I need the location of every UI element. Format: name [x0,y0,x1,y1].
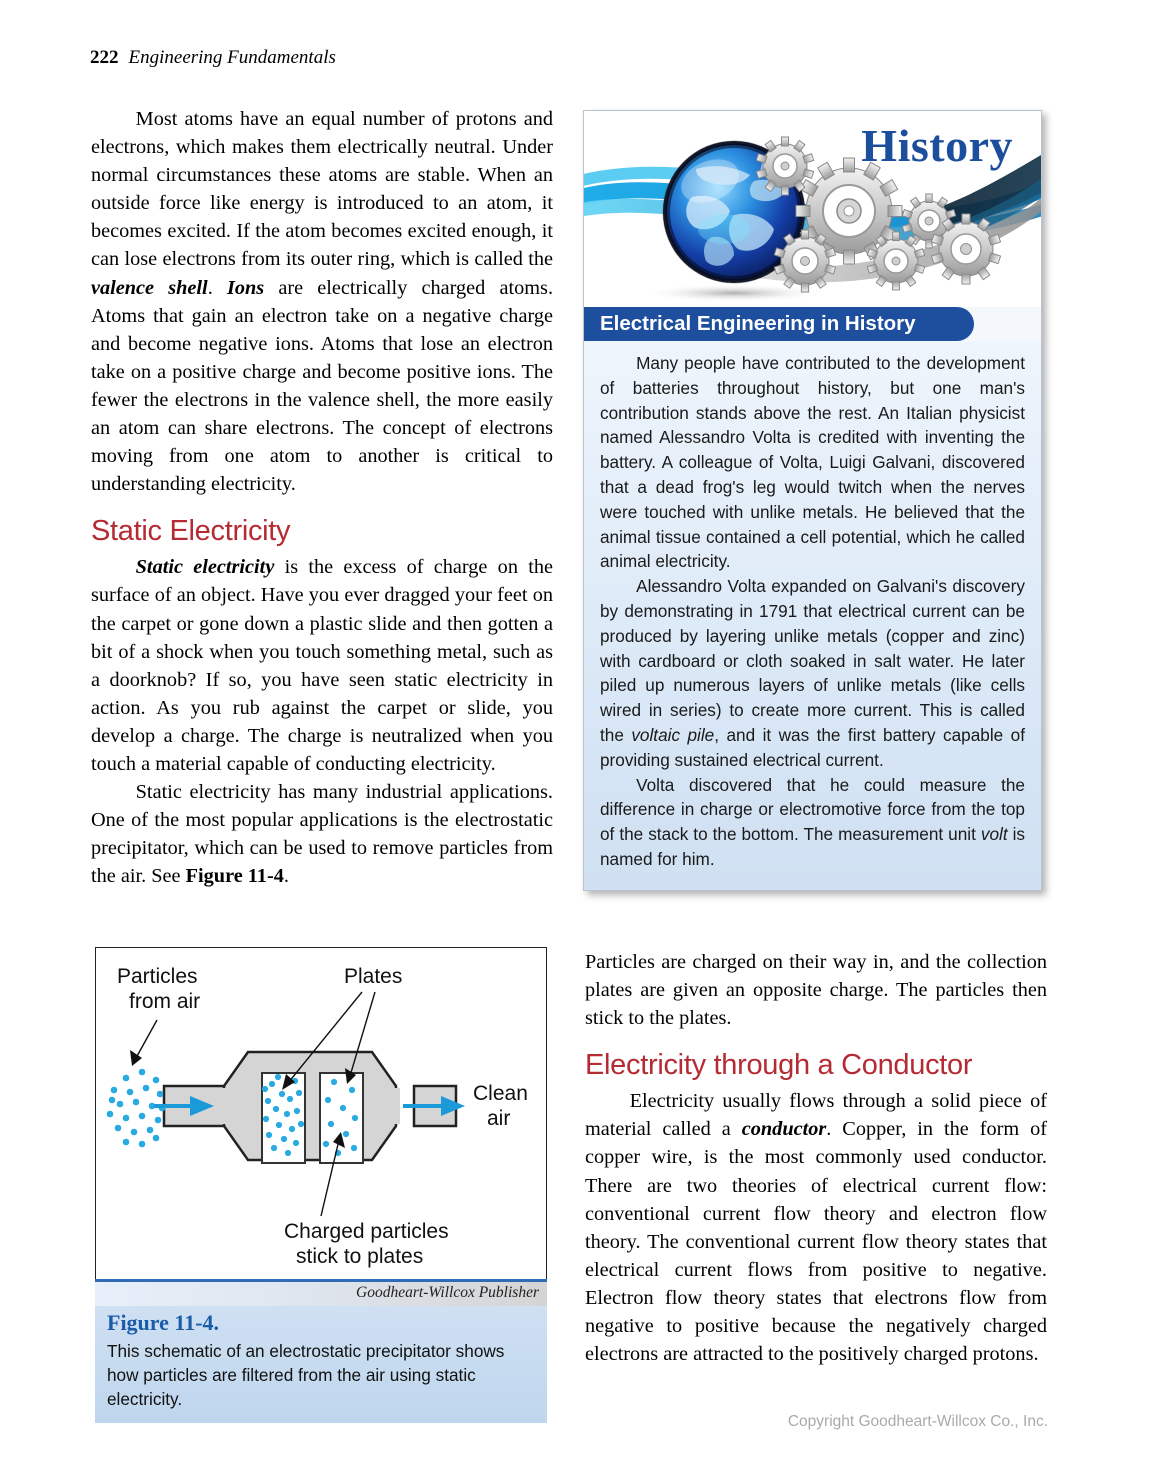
right-column-lower [585,948,1047,1368]
label-plates: Plates [344,965,403,988]
paragraph-static-definition-text: is the excess of charge on the surface of an object. Have you ever dragged your feet on the carpet or gone down a plastic slide and then gotten a bit of a shock when you touch something metal, such as a doorknob? If so, you have seen static electricity in action. As you rub against the carpet or slide, you develop a charge. The charge is neutralized when you touch a material capable of conducting electricity. [91,556,553,775]
term-valence-shell: valence shell [91,276,208,299]
paragraph-atoms-rest: are electrically charged atoms. Atoms that gain an electron take on a negative charge and become negative ions. Atoms that lose an electron take on a positive charge and become positive ions. The fewer the electrons in the valence shell, the more easily an atom can share electrons. The concept of electrons moving from one atom to another is critical to understanding electricity. [91,276,554,496]
term-voltaic-pile: voltaic pile [631,724,715,745]
term-static-electricity: Static electricity [135,556,275,579]
paragraph-static-applications [91,778,553,890]
figure-number: Figure 11-4. [107,1310,220,1335]
figure-11-4 [95,947,547,1423]
history-paragraph-3-end: is named for him. [600,824,1026,869]
history-sidebar [583,110,1042,891]
figure-caption-box [95,1306,547,1423]
label-charged-particles-line1: Charged particles [284,1220,449,1243]
label-particles-from-air-line2: from air [129,990,201,1013]
paragraph-conductor-end: . Copper, in the form of copper wire, is the most commonly used conductor. There are two theories of electrical current flow: conventional current flow theory and electron flow theory. The conventional current flow theory states that electrical current flows from positive to negative. Electron flow theory states that electrons flow from negative to positive because the negatively charged electrons are attracted to the positively charged protons. [585,1118,1047,1366]
label-charged-particles-line2: stick to plates [296,1245,424,1268]
left-column [91,105,553,890]
paragraph-conductor-start: Electricity usually flows through a solid piece of material called a [585,1090,1047,1141]
history-paragraph-2-start: Alessandro Volta expanded on Galvani's discovery by demonstrating in 1791 that electrical current can be produced by layering unlike metals (copper and zinc) with cardboard or cloth soaked in salt water. He later piled up numerous layers of unlike metals (like cells wired in series) to create more current. This is called the [600,576,1025,745]
history-paragraph-3-start: Volta discovered that he could measure the difference in charge or electromotive force from the top of the stack to the bottom. The measurement unit [600,774,1025,845]
paragraph-static-definition [91,553,553,778]
paragraph-atoms-text: Most atoms have an equal number of protons and electrons, which makes them electrically neutral. Under normal circumstances these atoms are stable. When an outside force like energy is introduced to an atom, it becomes excited. If the atom becomes excited enough, it can lose electrons from its outer ring, which is called the [91,108,553,271]
term-volt: volt [980,824,1008,845]
history-bar-wrap [584,307,1041,341]
history-paragraph-2-end: , and it was the first battery capable of providing sustained electrical current. [600,724,1026,770]
footer-copyright: Copyright Goodheart-Willcox Co., Inc. [787,1413,1048,1430]
label-particles-from-air-line1: Particles [117,965,198,988]
precipitator-chamber [224,1052,396,1160]
history-paragraph-1: Many people have contributed to the development of batteries throughout history, but one man's contribution stands above the rest. An Italian physicist named Alessandro Volta is credited with inventing the battery. A colleague of Volta, Luigi Galvani, discovered that a dead frog's leg would twitch when the nerves were touched with unlike metals. He believed that the animal tissue contained a cell potential, which he called animal electricity. [600,353,1025,572]
page-number: 222 [90,47,119,68]
precipitator-diagram [96,948,545,1277]
history-section-label: Electrical Engineering in History [600,312,916,335]
history-banner-title: History [861,120,1013,171]
paragraph-static-applications-text: Static electricity has many industrial applications. One of the most popular applications is the electrostatic precipitator, which can be used to remove particles from the air. See [91,781,553,888]
history-section-bar [584,307,974,341]
paragraph-static-applications-end: . [283,865,289,888]
figure-credit-strip [95,1279,547,1306]
paragraph-particles-charged: Particles are charged on their way in, and the collection plates are given an opposite charge. The particles then stick to the plates. [585,951,1047,1030]
label-clean-air-line1: Clean [473,1082,528,1105]
figure-reference: Figure 11-4 [185,865,284,888]
history-body [584,341,1041,890]
history-paragraph-3 [600,773,1025,872]
running-head [90,47,336,69]
paragraph-atoms [91,105,553,498]
term-ions: Ions [226,276,265,299]
term-conductor: conductor [741,1118,827,1141]
paragraph-conductor [585,1087,1047,1368]
heading-electricity-through-conductor: Electricity through a Conductor [585,1049,973,1082]
history-banner-artwork [584,111,1041,307]
book-title: Engineering Fundamentals [128,47,336,68]
label-clean-air-line2: air [487,1107,511,1130]
heading-static-electricity: Static Electricity [91,515,291,548]
figure-credit: Goodheart-Willcox Publisher [356,1284,539,1301]
figure-caption-text: This schematic of an electrostatic precipitator shows how particles are filtered from the air using static electricity. [107,1341,505,1409]
paragraph-atoms-mid: . [207,276,227,299]
figure-artwork [95,947,547,1279]
history-paragraph-2 [600,574,1025,772]
